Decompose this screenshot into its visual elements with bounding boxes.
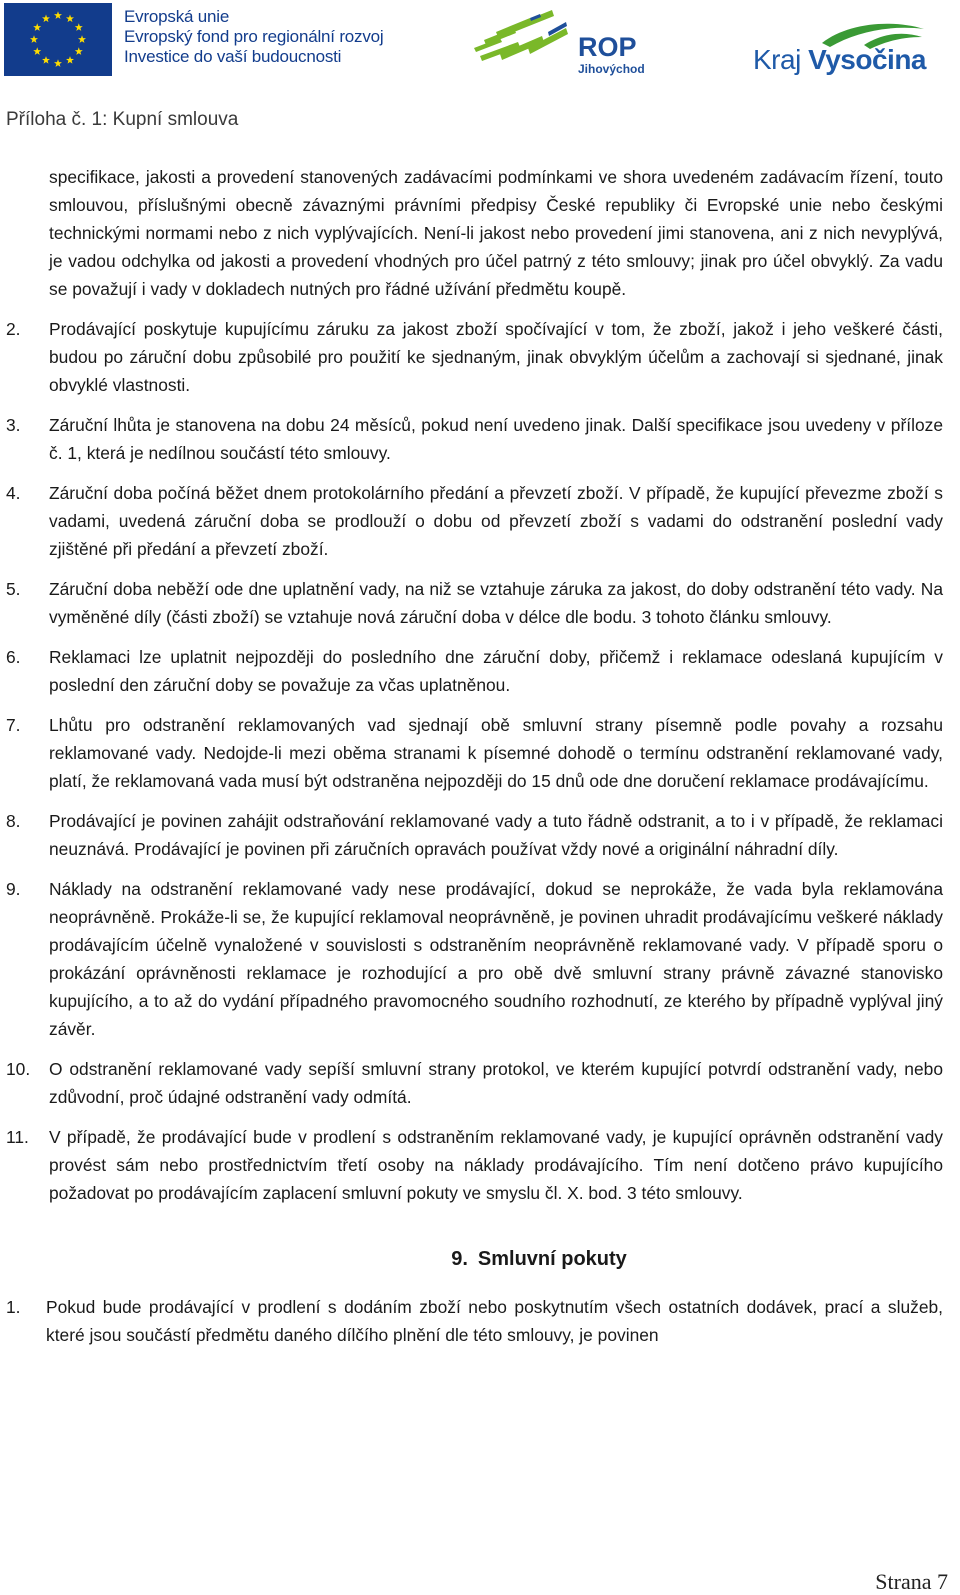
- list-item: [6, 411, 943, 467]
- section-title: Smluvní pokuty: [477, 1248, 627, 1270]
- kraj-name: Vysočina: [808, 44, 926, 75]
- item-number: 1.: [6, 1297, 21, 1317]
- annex-title: Příloha č. 1: Kupní smlouva: [6, 109, 239, 130]
- intro-paragraph: specifikace, jakosti a provedení stanovených zadávacími podmínkami ve shora uvedeném zadávacím řízení, touto smlouvou, příslušnými obecně závaznými právními předpisy České republiky či Evropské unie nebo českými technickými normami nebo z nich vyplývajících. Není-li jakost nebo provedení jimi stanovena, ani z nich nevyplývá, je vadou odchylka od jakosti a provedení vhodných pro účel patrný z této smlouvy; jinak pro účel obvyklý. Za vadu se považují i vady v dokladech nutných pro řádné užívání předmětu koupě.: [49, 167, 943, 299]
- item-number: 11.: [6, 1127, 29, 1147]
- item-text: O odstranění reklamované vady sepíší smluvní strany protokol, ve kterém kupující potvrdí odstranění vady, nebo zdůvodní, proč údajné odstranění vady odmítá.: [49, 1059, 943, 1107]
- eu-line-1: Evropská unie: [124, 7, 230, 26]
- list-item: [6, 711, 943, 795]
- eu-logo-text: [124, 7, 383, 67]
- list-item: [6, 875, 943, 1043]
- list-item: [6, 807, 943, 863]
- item-number: 4.: [6, 483, 21, 503]
- document-body: [0, 163, 960, 1361]
- item-text: Záruční doba neběží ode dne uplatnění vady, na niž se vztahuje záruka za jakost, do doby odstranění této vady. Na vyměněné díly (části zboží) se vztahuje nová záruční doba v délce dle bodu. 3 tohoto článku smlouvy.: [49, 579, 943, 627]
- section-heading: [0, 1245, 960, 1273]
- item-text: Lhůtu pro odstranění reklamovaných vad sjednají obě smluvní strany písemně podle povahy a rozsahu reklamované vady. Nedojde-li mezi oběma stranami k písemné dohodě o termínu odstranění reklamované vady, platí, že reklamovaná vada musí být odstraněna nejpozději do 15 dnů ode dne doručení reklamace prodávajícímu.: [49, 715, 943, 791]
- item-number: 9.: [6, 879, 21, 899]
- item-text: V případě, že prodávající bude v prodlení s odstraněním reklamované vady, je kupující oprávněn odstranění vady provést sám nebo prostřednictvím třetí osoby na náklady prodávajícího. Tím není dotčeno právo kupujícího požadovat po prodávajícím zaplacení smluvní pokuty ve smyslu čl. X. bod. 3 této smlouvy.: [49, 1127, 943, 1203]
- item-number: 10.: [6, 1059, 31, 1079]
- list-item: [6, 1293, 943, 1349]
- eu-line-2: Evropský fond pro regionální rozvoj: [124, 27, 384, 46]
- page-number: Strana 7: [875, 1569, 948, 1594]
- rop-title: ROP: [578, 32, 637, 62]
- item-number: 3.: [6, 415, 21, 435]
- item-text: Prodávající poskytuje kupujícímu záruku za jakost zboží spočívající v tom, že zboží, jakož i jeho veškeré části, budou po záruční dobu způsobilé pro použití ke sjednaným, jinak obvyklým účelům a zachovají si sjednané, jinak obvyklé vlastnosti.: [49, 319, 943, 395]
- kraj-prefix: Kraj: [753, 44, 801, 75]
- item-text: Záruční lhůta je stanovena na dobu 24 měsíců, pokud není uvedeno jinak. Další specifikace jsou uvedeny v příloze č. 1, která je nedílnou součástí této smlouvy.: [49, 415, 943, 463]
- item-text: Pokud bude prodávající v prodlení s dodáním zboží nebo poskytnutím všech ostatních dodávek, prací a služeb, které jsou součástí předmětu daného dílčího plnění dle této smlouvy, je povinen: [46, 1297, 943, 1345]
- item-text: Náklady na odstranění reklamované vady nese prodávající, dokud se neprokáže, že vada byla reklamována neoprávněně. Prokáže-li se, že kupující reklamoval neoprávněně, je povinen uhradit prodávajícímu veškeré náklady prodávajícím účelně vynaložené v souvislosti s odstraněním neoprávněně reklamované vady. V případě sporu o prokázání oprávněnosti reklamace je rozhodující a pro obě dvě smluvní strany právně závazné stanovisko kupujícího, a to až do vydání případného pravomocného soudního rozhodnutí, ze kterého by případně vyplýval jiný závěr.: [49, 879, 943, 1039]
- item-text: Prodávající je povinen zahájit odstraňování reklamované vady a tuto řádně odstranit, a to i v případě, že reklamaci neuznává. Prodávající je povinen při záručních opravách používat vždy nové a originální náhradní díly.: [49, 811, 943, 859]
- item-text: Záruční doba počíná běžet dnem protokolárního předání a převzetí zboží. V případě, že kupující převezme zboží s vadami, uvedená záruční doba se prodlouží o dobu od převzetí zboží s vadami do odstranění poslední vady zjištěné při předání a převzetí zboží.: [49, 483, 943, 559]
- eu-line-3: Investice do vaší budoucnosti: [124, 47, 342, 66]
- warranty-list: [0, 315, 960, 1207]
- item-number: 2.: [6, 319, 21, 339]
- item-text: Reklamaci lze uplatnit nejpozději do posledního dne záruční doby, přičemž i reklamace odeslaná kupujícím v poslední den záruční doby se považuje za včas uplatněnou.: [49, 647, 943, 695]
- list-item: [6, 575, 943, 631]
- item-number: 8.: [6, 811, 21, 831]
- section-number: 9.: [451, 1248, 468, 1270]
- list-item: [6, 1123, 943, 1207]
- list-item: [6, 1055, 943, 1111]
- eu-flag-logo: [4, 3, 112, 76]
- item-number: 7.: [6, 715, 21, 735]
- item-number: 5.: [6, 579, 21, 599]
- list-item: [6, 479, 943, 563]
- item-number: 6.: [6, 647, 21, 667]
- list-item: [6, 643, 943, 699]
- rop-subtitle: Jihovýchod: [578, 62, 645, 76]
- list-item: [6, 315, 943, 399]
- kraj-vysocina-text: [753, 45, 926, 75]
- page-header: [0, 0, 960, 90]
